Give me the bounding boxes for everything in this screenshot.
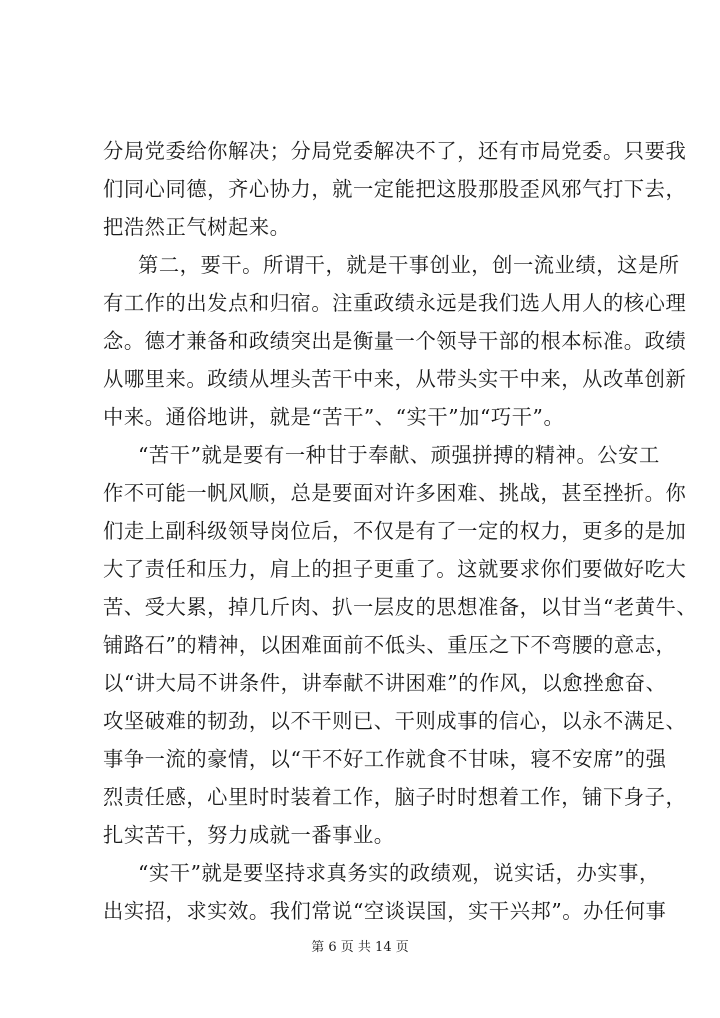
text-line: 苦、受大累，掉几斤肉、扒一层皮的思想准备，以甘当“老黄牛、 bbox=[103, 595, 698, 619]
paragraph-start-line: “苦干”就是要有一种甘于奉献、顽强拼搏的精神。公安工 bbox=[138, 443, 660, 467]
text-line: 攻坚破难的韧劲，以不干则已、干则成事的信心，以永不满足、 bbox=[103, 709, 687, 733]
text-line: 中来。通俗地讲，就是“苦干”、“实干”加“巧干”。 bbox=[103, 405, 565, 429]
text-line: 们同心同德，齐心协力，就一定能把这股那股歪风邪气打下去， bbox=[103, 177, 687, 201]
text-line: 烈责任感，心里时时装着工作，脑子时时想着工作，铺下身子， bbox=[103, 785, 687, 809]
text-line: 把浩然正气树起来。 bbox=[103, 215, 291, 239]
text-line: 作不可能一帆风顺，总是要面对许多困难、挑战，甚至挫折。你 bbox=[103, 481, 687, 505]
text-line: 们走上副科级领导岗位后，不仅是有了一定的权力，更多的是加 bbox=[103, 519, 687, 543]
text-line: 从哪里来。政绩从埋头苦干中来，从带头实干中来，从改革创新 bbox=[103, 367, 687, 391]
text-line: 有工作的出发点和归宿。注重政绩永远是我们选人用人的核心理 bbox=[103, 291, 687, 315]
text-line: 念。德才兼备和政绩突出是衡量一个领导干部的根本标准。政绩 bbox=[103, 329, 687, 353]
text-line: 分局党委给你解决；分局党委解决不了，还有市局党委。只要我 bbox=[103, 139, 687, 163]
text-line: 大了责任和压力，肩上的担子更重了。这就要求你们要做好吃大 bbox=[103, 557, 687, 581]
paragraph-start-line: 第二，要干。所谓干，就是干事创业，创一流业绩，这是所 bbox=[138, 253, 680, 277]
text-line: 铺路石”的精神，以困难面前不低头、重压之下不弯腰的意志， bbox=[103, 633, 677, 657]
text-line: 事争一流的豪情，以“干不好工作就食不甘味，寝不安席”的强 bbox=[103, 747, 667, 771]
text-line: 以“讲大局不讲条件，讲奉献不讲困难”的作风，以愈挫愈奋、 bbox=[103, 671, 667, 695]
page-number-footer: 第 6 页 共 14 页 bbox=[311, 940, 409, 955]
text-line: 扎实苦干，努力成就一番事业。 bbox=[103, 823, 395, 847]
paragraph-start-line: “实干”就是要坚持求真务实的政绩观，说实话，办实事， bbox=[138, 861, 660, 885]
text-line: 出实招，求实效。我们常说“空谈误国，实干兴邦”。办任何事 bbox=[103, 899, 667, 923]
